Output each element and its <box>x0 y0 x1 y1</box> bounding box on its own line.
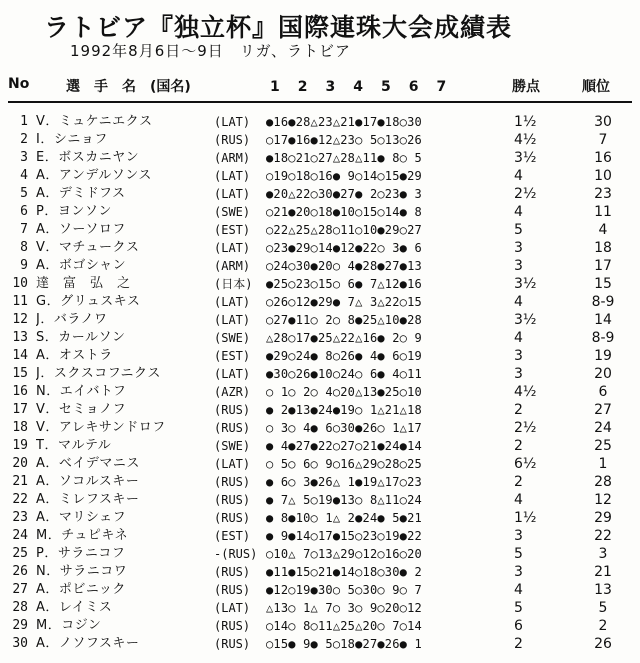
player-country: (日本) <box>214 277 253 291</box>
player-name: V．マチュークス <box>36 240 140 255</box>
player-name: A．レイミス <box>36 600 113 615</box>
table-row <box>0 635 640 653</box>
player-country: (ARM) <box>214 151 251 165</box>
player-number: 21 <box>12 474 28 489</box>
player-name: G．グリュスキス <box>36 294 141 309</box>
round-results: ●12○19●30○ 5○30○ 9○ 7 <box>266 583 422 597</box>
player-name: A．アンデルソンス <box>36 168 152 183</box>
player-number: 5 <box>20 186 28 201</box>
round-results: ○27●11○ 2○ 8●25△10●28 <box>266 313 422 327</box>
player-points: 4 <box>514 330 523 346</box>
player-points: 3 <box>514 258 523 274</box>
player-country: (SWE) <box>214 331 251 345</box>
table-row <box>0 131 640 149</box>
player-points: 3½ <box>514 150 537 166</box>
player-rank: 1 <box>598 456 608 472</box>
round-results: ○21●20○18●10○15○14● 8 <box>266 205 422 219</box>
round-results: ●11●15○21●14○18○30● 2 <box>266 565 422 579</box>
player-number: 28 <box>12 600 28 615</box>
player-number: 12 <box>12 312 28 327</box>
table-row <box>0 491 640 509</box>
player-number: 26 <box>12 564 28 579</box>
player-points: 1½ <box>514 510 537 526</box>
player-country: (RUS) <box>214 421 251 435</box>
table-row <box>0 329 640 347</box>
table-row <box>0 401 640 419</box>
table-row <box>0 257 640 275</box>
player-points: 2 <box>514 438 523 454</box>
player-rank: 24 <box>594 420 612 436</box>
player-number: 19 <box>12 438 28 453</box>
round-results: ● 7△ 5○19●13○ 8△11○24 <box>266 493 422 507</box>
player-country: -(RUS) <box>214 547 258 561</box>
player-name: A．ノソフスキー <box>36 636 140 651</box>
player-number: 3 <box>20 150 28 165</box>
header-points: 勝点 <box>512 79 540 95</box>
player-rank: 11 <box>594 204 612 220</box>
player-name: J．スクスコフニクス <box>36 366 161 381</box>
table-row <box>0 545 640 563</box>
player-points: 4 <box>514 168 523 184</box>
player-name: A．ボゴシャン <box>36 258 127 273</box>
player-number: 20 <box>12 456 28 471</box>
player-rank: 6 <box>598 384 608 400</box>
table-row <box>0 113 640 131</box>
player-country: (RUS) <box>214 133 251 147</box>
table-row <box>0 599 640 617</box>
player-country: (LAT) <box>214 295 251 309</box>
header-name: 選 手 名 (国名) <box>66 79 191 95</box>
round-results: ○ 1○ 2○ 4○20△13●25○10 <box>266 385 422 399</box>
player-rank: 22 <box>594 528 612 544</box>
player-country: (ARM) <box>214 259 251 273</box>
player-number: 22 <box>12 492 28 507</box>
player-country: (RUS) <box>214 475 251 489</box>
player-points: 3 <box>514 528 523 544</box>
player-points: 2½ <box>514 420 537 436</box>
player-number: 25 <box>12 546 28 561</box>
player-name: A．ベイデマニス <box>36 456 140 471</box>
player-country: (LAT) <box>214 187 251 201</box>
player-name: I．シニョフ <box>36 132 108 147</box>
player-rank: 7 <box>598 132 608 148</box>
player-name: A．デミドフス <box>36 186 126 201</box>
player-points: 2½ <box>514 186 537 202</box>
player-name: V．アレキサンドロフ <box>36 420 166 435</box>
round-results: ●25○23○15○ 6● 7△12●16 <box>266 277 422 291</box>
table-row <box>0 365 640 383</box>
player-number: 2 <box>20 132 28 147</box>
header-rounds: 1 2 3 4 5 6 7 <box>270 79 449 95</box>
player-rank: 26 <box>594 636 612 652</box>
player-rank: 5 <box>598 600 608 616</box>
round-results: ● 8●10○ 1△ 2●24● 5●21 <box>266 511 422 525</box>
player-country: (LAT) <box>214 313 251 327</box>
player-rank: 30 <box>594 114 612 130</box>
table-row <box>0 473 640 491</box>
round-results: ● 4●27●22○27○21●24●14 <box>266 439 422 453</box>
player-rank: 29 <box>594 510 612 526</box>
player-number: 18 <box>12 420 28 435</box>
player-name: J．バラノワ <box>36 312 108 327</box>
player-points: 6 <box>514 618 523 634</box>
player-number: 1 <box>20 114 28 129</box>
player-rank: 2 <box>598 618 608 634</box>
player-name: A．マリシェフ <box>36 510 127 525</box>
player-number: 4 <box>20 168 28 183</box>
table-row <box>0 275 640 293</box>
player-rank: 17 <box>594 258 612 274</box>
player-country: (RUS) <box>214 493 251 507</box>
player-country: (LAT) <box>214 241 251 255</box>
player-rank: 10 <box>594 168 612 184</box>
player-rank: 20 <box>594 366 612 382</box>
player-points: 2 <box>514 474 523 490</box>
player-name: P．ヨンソン <box>36 204 112 219</box>
player-rank: 19 <box>594 348 612 364</box>
player-name: T．マルテル <box>36 438 112 453</box>
player-points: 3½ <box>514 312 537 328</box>
table-row <box>0 617 640 635</box>
round-results: ○23●29○14●12●22○ 3● 6 <box>266 241 422 255</box>
player-country: (LAT) <box>214 367 251 381</box>
player-points: 5 <box>514 222 523 238</box>
player-rank: 8-9 <box>591 294 615 310</box>
player-points: 3 <box>514 348 523 364</box>
player-country: (EST) <box>214 349 251 363</box>
page-title: ラトビア『独立杯』国際連珠大会成績表 <box>44 13 513 42</box>
player-name: A．ポビニック <box>36 582 126 597</box>
player-name: A．オストラ <box>36 348 113 363</box>
player-name: S．カールソン <box>36 330 126 345</box>
table-row <box>0 563 640 581</box>
player-name: A．ソコルスキー <box>36 474 140 489</box>
player-number: 27 <box>12 582 28 597</box>
player-points: 5 <box>514 546 523 562</box>
player-country: (SWE) <box>214 205 251 219</box>
player-name: N．エイバトフ <box>36 384 127 399</box>
player-rank: 15 <box>594 276 612 292</box>
player-country: (LAT) <box>214 457 251 471</box>
round-results: ● 2●13●24●19○ 1△21△18 <box>266 403 422 417</box>
table-row <box>0 293 640 311</box>
table-row <box>0 509 640 527</box>
round-results: ○24○30●20○ 4●28●27●13 <box>266 259 422 273</box>
player-country: (RUS) <box>214 403 251 417</box>
player-country: (LAT) <box>214 169 251 183</box>
player-rank: 13 <box>594 582 612 598</box>
player-number: 16 <box>12 384 28 399</box>
player-country: (RUS) <box>214 619 251 633</box>
player-points: 4 <box>514 582 523 598</box>
round-results: ●29○24● 8○26● 4● 6○19 <box>266 349 422 363</box>
player-number: 14 <box>12 348 28 363</box>
player-country: (LAT) <box>214 601 251 615</box>
player-name: E．ボスカニヤン <box>36 150 140 165</box>
round-results: ●16●28△23△21●17●18○30 <box>266 115 422 129</box>
player-number: 17 <box>12 402 28 417</box>
table-row <box>0 203 640 221</box>
player-number: 8 <box>20 240 28 255</box>
table-row <box>0 347 640 365</box>
player-name: V．セミョノフ <box>36 402 127 417</box>
player-number: 9 <box>20 258 28 273</box>
player-country: (AZR) <box>214 385 251 399</box>
player-number: 15 <box>12 366 28 381</box>
player-rank: 16 <box>594 150 612 166</box>
player-number: 11 <box>12 294 28 309</box>
player-rank: 4 <box>598 222 608 238</box>
round-results: ●20△22○30●27● 2○23● 3 <box>266 187 422 201</box>
round-results: ○14○ 8○11△25△20○ 7○14 <box>266 619 422 633</box>
player-rank: 21 <box>594 564 612 580</box>
table-row <box>0 149 640 167</box>
round-results: ○26○12●29● 7△ 3△22○15 <box>266 295 422 309</box>
player-name: P．サラニコフ <box>36 546 126 561</box>
player-country: (RUS) <box>214 565 251 579</box>
player-name: 達 富 弘 之 <box>36 276 131 291</box>
table-row <box>0 311 640 329</box>
player-country: (LAT) <box>214 115 251 129</box>
player-country: (RUS) <box>214 583 251 597</box>
player-number: 23 <box>12 510 28 525</box>
header-no: No <box>8 76 30 92</box>
table-row <box>0 167 640 185</box>
table-row <box>0 455 640 473</box>
player-name: M．チュピキネ <box>36 528 129 543</box>
table-row <box>0 581 640 599</box>
player-number: 24 <box>12 528 28 543</box>
player-points: 4½ <box>514 132 537 148</box>
table-row <box>0 419 640 437</box>
player-number: 13 <box>12 330 28 345</box>
round-results: ●18○21○27△28△11● 8○ 5 <box>266 151 422 165</box>
table-row <box>0 185 640 203</box>
round-results: ○22△25△28○11○10●29○27 <box>266 223 422 237</box>
player-name: A．ソーソロフ <box>36 222 126 237</box>
player-name: A．ミレフスキー <box>36 492 140 507</box>
round-results: ○19○18○16● 9○14○15●29 <box>266 169 422 183</box>
player-points: 2 <box>514 636 523 652</box>
header-rank: 順位 <box>582 79 610 95</box>
header-divider <box>8 101 632 103</box>
round-results: ● 9●14○17●15○23○19●22 <box>266 529 422 543</box>
round-results: ●30○26●10○24○ 6● 4○11 <box>266 367 422 381</box>
table-row <box>0 239 640 257</box>
round-results: ○ 5○ 6○ 9○16△29○28○25 <box>266 457 422 471</box>
player-rank: 27 <box>594 402 612 418</box>
player-rank: 14 <box>594 312 612 328</box>
player-points: 3½ <box>514 276 537 292</box>
round-results: ○ 3○ 4● 6○30●26○ 1△17 <box>266 421 422 435</box>
player-points: 2 <box>514 402 523 418</box>
round-results: ○17●16●12△23○ 5○13○26 <box>266 133 422 147</box>
table-row <box>0 527 640 545</box>
player-points: 6½ <box>514 456 537 472</box>
player-points: 1½ <box>514 114 537 130</box>
player-points: 4 <box>514 492 523 508</box>
player-points: 5 <box>514 600 523 616</box>
player-rank: 25 <box>594 438 612 454</box>
player-country: (EST) <box>214 223 251 237</box>
round-results: ○15● 9● 5○18●27●26● 1 <box>266 637 422 651</box>
player-country: (RUS) <box>214 637 251 651</box>
round-results: △28○17●25△22△16● 2○ 9 <box>266 331 422 345</box>
round-results: ○10△ 7○13△29○12○16○20 <box>266 547 422 561</box>
player-rank: 8-9 <box>591 330 615 346</box>
round-results: ● 6○ 3●26△ 1●19△17○23 <box>266 475 422 489</box>
player-points: 4 <box>514 204 523 220</box>
player-rank: 28 <box>594 474 612 490</box>
player-points: 4 <box>514 294 523 310</box>
player-number: 10 <box>12 276 28 291</box>
player-points: 3 <box>514 564 523 580</box>
player-rank: 3 <box>598 546 608 562</box>
player-number: 6 <box>20 204 28 219</box>
player-name: N．サラニコワ <box>36 564 128 579</box>
player-name: V．ミュケニエクス <box>36 114 153 129</box>
player-points: 3 <box>514 240 523 256</box>
player-country: (EST) <box>214 529 251 543</box>
player-number: 30 <box>12 636 28 651</box>
player-country: (SWE) <box>214 439 251 453</box>
event-date-location: 1992年8月6日～9日 リガ、ラトビア <box>70 42 352 60</box>
player-rank: 23 <box>594 186 612 202</box>
player-rank: 18 <box>594 240 612 256</box>
table-row <box>0 437 640 455</box>
player-name: M．コジン <box>36 618 102 633</box>
table-row <box>0 383 640 401</box>
player-points: 3 <box>514 366 523 382</box>
player-number: 29 <box>12 618 28 633</box>
player-points: 4½ <box>514 384 537 400</box>
player-country: (RUS) <box>214 511 251 525</box>
player-number: 7 <box>20 222 28 237</box>
table-row <box>0 221 640 239</box>
player-rank: 12 <box>594 492 612 508</box>
round-results: △13○ 1△ 7○ 3○ 9○20○12 <box>266 601 422 615</box>
